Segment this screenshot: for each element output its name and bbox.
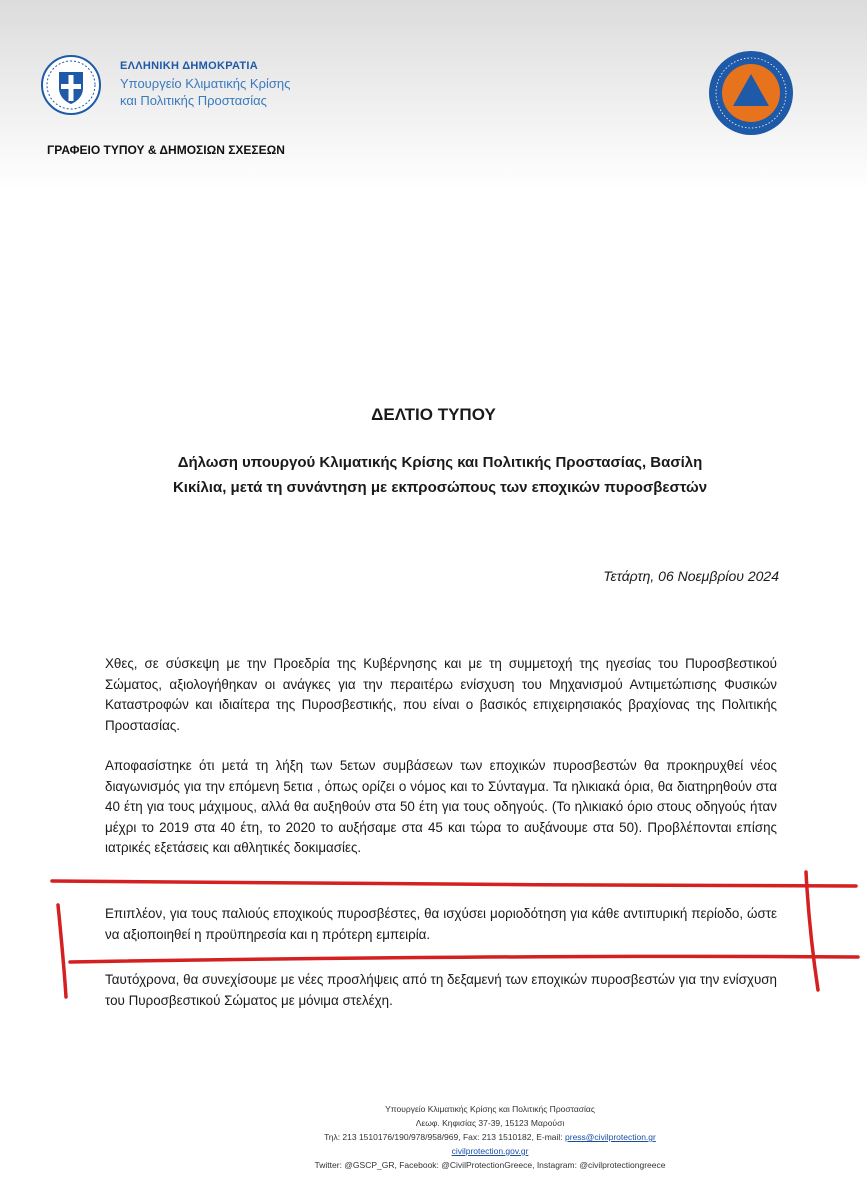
footer-ministry: Υπουργείο Κλιματικής Κρίσης και Πολιτικής Προστασίας: [385, 1104, 595, 1114]
paragraph-1: Χθες, σε σύσκεψη με την Προεδρία της Κυβέρνησης και με τη συμμετοχή της ηγεσίας του Πυροσβεστικού Σώματος, αξιολογήθηκαν οι ανάγκες για την περαιτέρω ενίσχυση του Μηχανισμού Αντιμετώπισης Φυσικών Καταστροφών και ιδιαίτερα της Πυροσβεστικής, που είναι ο βασικός επιχειρησιακός βραχίονας της Πολιτικής Προστασίας.: [105, 656, 777, 733]
greek-crest-logo: [40, 54, 102, 116]
footer-phone-fax: Τηλ: 213 1510176/190/978/958/969, Fax: 213 1510182, E-mail:: [324, 1132, 566, 1142]
marker-line-bottom: [70, 956, 858, 962]
subtitle-line-2: Κικίλια, μετά τη συνάντηση με εκπροσώπους των εποχικών πυροσβεστών: [172, 479, 708, 496]
ministry-line-1: Υπουργείο Κλιματικής Κρίσης: [120, 76, 291, 91]
document-footer: [200, 1102, 780, 1172]
press-office-label: ΓΡΑΦΕΙΟ ΤΥΠΟΥ & ΔΗΜΟΣΙΩΝ ΣΧΕΣΕΩΝ: [47, 143, 285, 157]
subtitle-line-1: Δήλωση υπουργού Κλιματικής Κρίσης και Πολιτικής Προστασίας, Βασίλη: [177, 454, 703, 471]
republic-label: ΕΛΛΗΝΙΚΗ ΔΗΜΟΚΡΑΤΙΑ: [120, 60, 258, 72]
footer-social: Twitter: @GSCP_GR, Facebook: @CivilProtectionGreece, Instagram: @civilprotectiongreece: [314, 1160, 666, 1170]
document-date: Τετάρτη, 06 Νοεμβρίου 2024: [603, 568, 779, 584]
footer-email-link[interactable]: press@civilprotection.gr: [565, 1132, 656, 1142]
paragraph-4: Ταυτόχρονα, θα συνεχίσουμε με νέες προσλήψεις από τη δεξαμενή των εποχικών πυροσβεστών για την ενίσχυση του Πυροσβεστικού Σώματος με μόνιμα στελέχη.: [105, 972, 777, 1008]
civil-protection-logo: [708, 50, 794, 136]
footer-contact: [200, 1130, 780, 1144]
footer-address: Λεωφ. Κηφισίας 37-39, 15123 Μαρούσι: [415, 1118, 565, 1128]
footer-website-link[interactable]: civilprotection.gov.gr: [451, 1146, 529, 1156]
document-subtitle: [90, 450, 790, 500]
paragraph-2: Αποφασίστηκε ότι μετά τη λήξη των 5ετων συμβάσεων των εποχικών πυροσβεστών θα προκηρυχθεί νέος διαγωνισμός για την επόμενη 5ετια , όπως ορίζει ο νόμος και το Σύνταγμα. Τα ηλικιακά όρια, θα διατηρηθούν στα 40 έτη για τους μάχιμους, αλλά θα αυξηθούν στα 50 έτη για τους οδηγούς. (Το ηλικιακό όριο στους οδηγούς ήταν μέχρι το 2019 στα 40 έτη, το 2020 το αυξήσαμε στα 45 και τώρα το αυξάνουμε στα 50). Προβλέπονται επίσης ιατρικές εξετάσεις και αθλητικές δοκιμασίες.: [105, 758, 777, 855]
marker-bracket-right: [806, 872, 818, 990]
paragraph-3-highlighted: Επιπλέον, για τους παλιούς εποχικούς πυροσβέστες, θα ισχύσει μοριοδότηση για κάθε αντιπυρική περίοδο, ώστε να αξιοποιηθεί η προϋπηρεσία και η πρότερη εμπειρία.: [105, 906, 777, 942]
document-title: ΔΕΛΤΙΟ ΤΥΠΟΥ: [371, 405, 496, 424]
marker-line-top: [52, 881, 856, 886]
marker-bracket-left: [58, 905, 66, 997]
ministry-name: [120, 58, 290, 109]
ministry-line-2: και Πολιτικής Προστασίας: [120, 93, 267, 108]
